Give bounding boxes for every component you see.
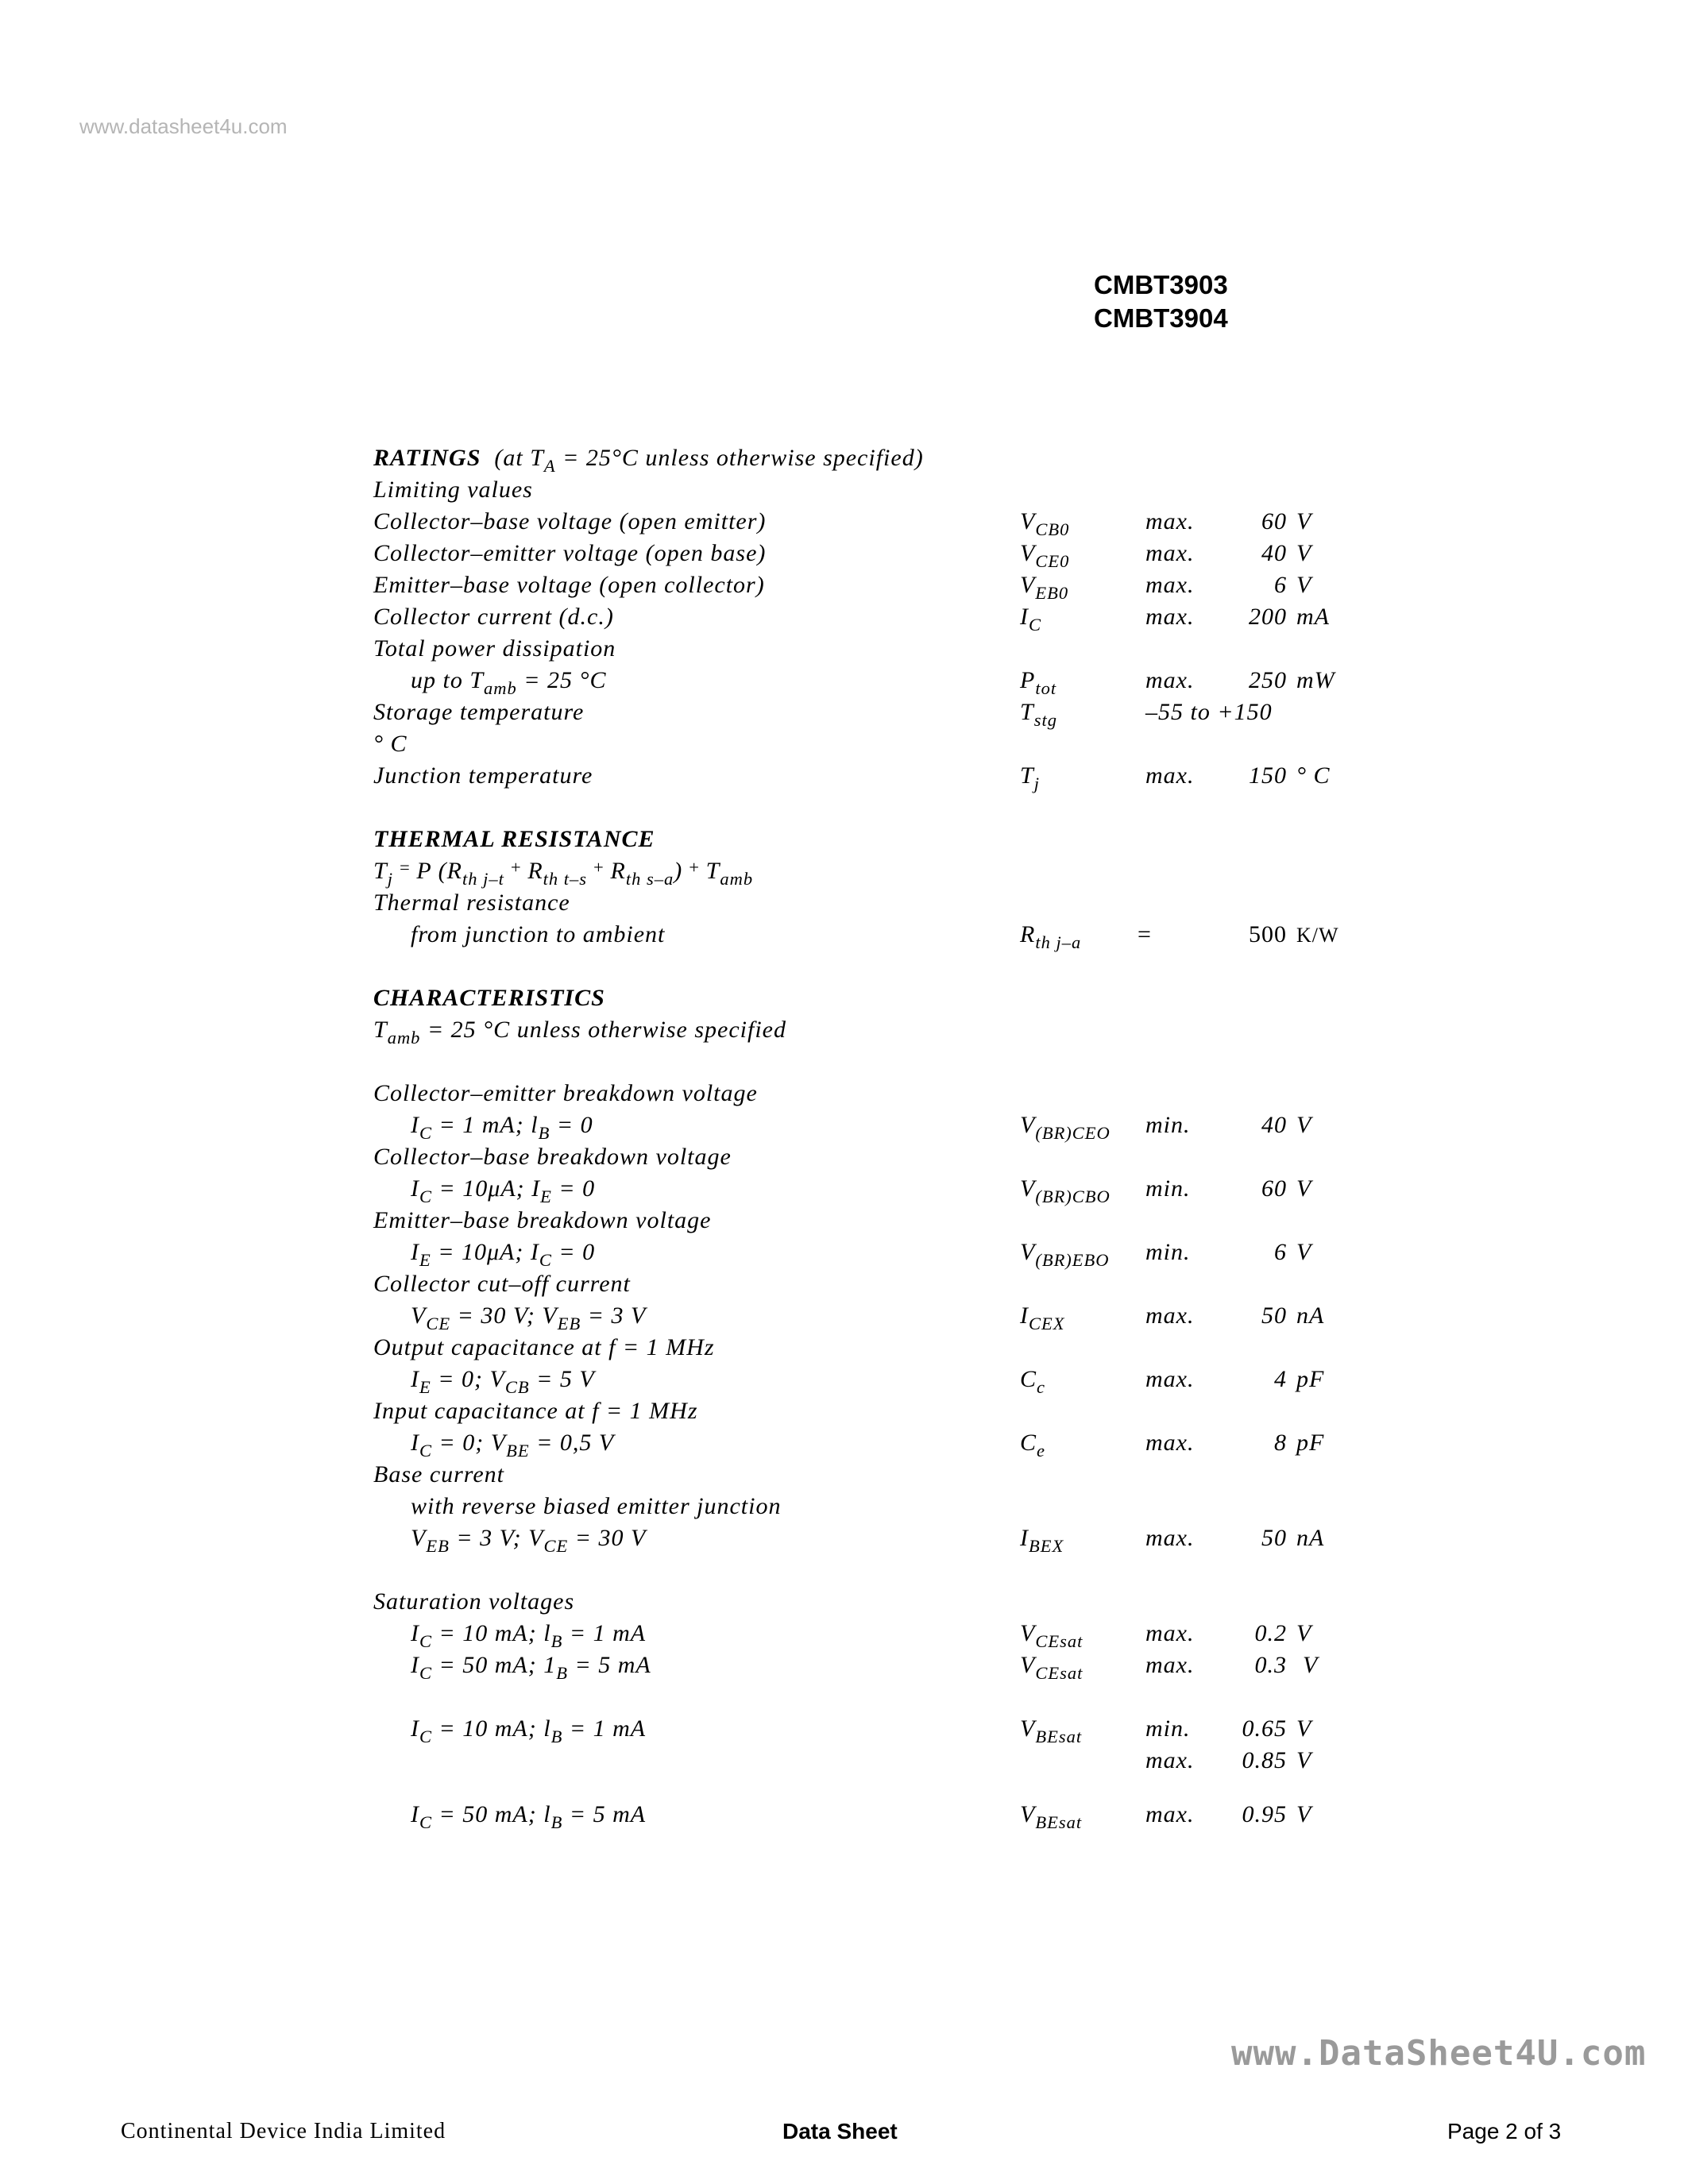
thermal-label: Thermal resistance — [373, 889, 570, 916]
char-symbol: $V_{CEsat}$ — [1020, 1620, 1083, 1651]
char-unit: V — [1296, 1801, 1312, 1827]
char-unit: V — [1296, 1747, 1312, 1773]
total-power-label: Total power dissipation — [373, 635, 616, 662]
char-unit: V — [1303, 1652, 1319, 1678]
ratings-heading-row — [0, 445, 1688, 477]
thermal-heading: THERMAL RESISTANCE — [373, 826, 655, 852]
rating-row-vce0 — [0, 540, 1688, 572]
char-value: 4 — [1274, 1366, 1287, 1392]
char-symbol: $I_{BEX}$ — [1020, 1525, 1064, 1556]
char-qualifier: min. — [1145, 1239, 1191, 1265]
storage-symbol: $T_{stg}$ — [1020, 699, 1057, 730]
char-value: 0.2 — [1254, 1620, 1287, 1646]
part-number-2: CMBT3904 — [1094, 303, 1228, 333]
char-value: 8 — [1274, 1430, 1287, 1456]
ratings-condition: (at $T_A = 25^\circ C$ unless otherwise specified) — [494, 445, 924, 476]
char-condition: $I_C = 50$ mA; $1_B = 5$ mA — [411, 1652, 651, 1683]
char-condition: $V_{CE} = 30$ V; $V_{EB} = 3$ V — [411, 1302, 647, 1333]
char-symbol: $V_{CEsat}$ — [1020, 1652, 1083, 1683]
char-value: 0.95 — [1242, 1801, 1287, 1827]
cc-label-row — [0, 1334, 1688, 1366]
rating-row-vcb0 — [0, 508, 1688, 540]
char-condition: $I_C = 10$ mA; $l_B = 1$ mA — [411, 1620, 647, 1651]
ptot-row — [0, 667, 1688, 699]
total-power-row — [0, 635, 1688, 667]
storage-range: –55 to +150 — [1145, 699, 1273, 725]
char-qualifier: min. — [1145, 1112, 1191, 1138]
storage-label: Storage temperature — [373, 699, 585, 725]
ptot-symbol: $P_{tot}$ — [1020, 667, 1057, 698]
char-qualifier: max. — [1145, 1620, 1195, 1646]
char-label: Collector–base breakdown voltage — [373, 1144, 732, 1170]
cbv-cbo-label-row — [0, 1144, 1688, 1175]
char-label: Saturation voltages — [373, 1588, 575, 1615]
ibex-label-row — [0, 1461, 1688, 1493]
char-symbol: $V_{(BR)CEO}$ — [1020, 1112, 1111, 1143]
rating-label: Collector–emitter voltage (open base) — [373, 540, 767, 566]
char-qualifier: max. — [1145, 1801, 1195, 1827]
ratings-heading: RATINGS — [373, 445, 481, 471]
thermal-label-row — [0, 889, 1688, 921]
char-unit: nA — [1296, 1525, 1325, 1551]
rating-value: 6 — [1274, 572, 1287, 598]
char-condition-row — [0, 1017, 1688, 1048]
char-condition: $I_C = 10\mu A$; $I_E = 0$ — [411, 1175, 596, 1206]
part-number-1: CMBT3903 — [1094, 270, 1228, 299]
rating-symbol: $V_{CE0}$ — [1020, 540, 1070, 571]
junction-label: Junction temperature — [373, 762, 593, 789]
icex-row — [0, 1302, 1688, 1334]
watermark-url-top[interactable]: www.datasheet4u.com — [79, 114, 288, 138]
cbv-cbo-row — [0, 1175, 1688, 1207]
rating-qualifier: max. — [1145, 604, 1195, 630]
char-heading-row — [0, 985, 1688, 1017]
char-label: Base current — [373, 1461, 505, 1488]
char-unit: V — [1296, 1239, 1312, 1265]
junction-value: 150 — [1249, 762, 1287, 789]
footer-page-number: Page 2 of 3 — [1447, 2119, 1562, 2143]
ibex-label2-row — [0, 1493, 1688, 1525]
ibex-row — [0, 1525, 1688, 1557]
char-value: 50 — [1261, 1302, 1287, 1329]
thermal-sublabel: from junction to ambient — [411, 921, 666, 947]
char-unit: V — [1296, 1620, 1312, 1646]
char-qualifier: max. — [1145, 1525, 1195, 1551]
char-symbol: $C_c$ — [1020, 1366, 1046, 1397]
junction-row — [0, 762, 1688, 794]
rating-label: Collector–base voltage (open emitter) — [373, 508, 767, 534]
thermal-rth-row — [0, 921, 1688, 953]
storage-unit-row — [0, 731, 1688, 762]
char-symbol: $V_{BEsat}$ — [1020, 1801, 1083, 1832]
char-qualifier: max. — [1145, 1430, 1195, 1456]
rating-qualifier: max. — [1145, 540, 1195, 566]
thermal-heading-row — [0, 826, 1688, 858]
vbesat2-row — [0, 1801, 1688, 1833]
char-qualifier: max. — [1145, 1747, 1195, 1773]
sat-label-row — [0, 1588, 1688, 1620]
junction-unit: ° C — [1296, 762, 1331, 789]
char-label: Output capacitance at f = 1 MHz — [373, 1334, 715, 1360]
char-value: 40 — [1261, 1112, 1287, 1138]
rating-symbol: $V_{EB0}$ — [1020, 572, 1069, 603]
thermal-formula: $T_j$ = P ($R_{th j-t}$ + $R_{th t-s}$ + $R_{th s-a}$) + $T_{amb}$ — [373, 857, 754, 889]
icex-label-row — [0, 1271, 1688, 1302]
junction-symbol: $T_j$ — [1020, 762, 1040, 793]
rating-row-ic — [0, 604, 1688, 635]
char-value: 6 — [1274, 1239, 1287, 1265]
rating-qualifier: max. — [1145, 572, 1195, 598]
vbesat1-row — [0, 1715, 1688, 1747]
cc-row — [0, 1366, 1688, 1398]
limiting-values-row — [0, 477, 1688, 508]
ptot-qualifier: max. — [1145, 667, 1195, 693]
thermal-symbol: $R_{th j-a}$ — [1020, 921, 1082, 952]
char-symbol: $V_{(BR)CBO}$ — [1020, 1175, 1111, 1206]
cbv-ebo-label-row — [0, 1207, 1688, 1239]
char-symbol: $C_e$ — [1020, 1430, 1046, 1461]
char-symbol: $V_{(BR)EBO}$ — [1020, 1239, 1110, 1270]
rating-symbol: $I_C$ — [1020, 604, 1042, 635]
ce-row — [0, 1430, 1688, 1461]
rating-value: 60 — [1261, 508, 1287, 534]
char-heading: CHARACTERISTICS — [373, 985, 605, 1011]
char-label: Input capacitance at f = 1 MHz — [373, 1398, 698, 1424]
rating-unit: V — [1296, 508, 1312, 534]
char-unit: V — [1296, 1112, 1312, 1138]
char-qualifier: min. — [1145, 1715, 1191, 1742]
vbesat1-max-row — [0, 1747, 1688, 1779]
rating-row-veb0 — [0, 572, 1688, 604]
char-condition: $I_C = 10$ mA; $l_B = 1$ mA — [411, 1715, 647, 1746]
char-symbol: $V_{BEsat}$ — [1020, 1715, 1083, 1746]
char-value: 0.65 — [1242, 1715, 1287, 1742]
char-condition: $I_E = 10\mu A$; $I_C = 0$ — [411, 1239, 596, 1270]
footer-doc-type: Data Sheet — [782, 2119, 898, 2143]
char-symbol: $I_{CEX}$ — [1020, 1302, 1065, 1333]
rating-symbol: $V_{CB0}$ — [1020, 508, 1070, 539]
char-condition: $I_C = 0$; $V_{BE} = 0,5$ V — [411, 1430, 615, 1461]
junction-qualifier: max. — [1145, 762, 1195, 789]
ptot-condition: up to $T_{amb} = 25$ °C — [411, 667, 607, 698]
char-value: 0.3 — [1254, 1652, 1287, 1678]
char-label: Emitter–base breakdown voltage — [373, 1207, 712, 1233]
rating-value: 200 — [1249, 604, 1287, 630]
char-unit: pF — [1296, 1430, 1325, 1456]
char-unit: V — [1296, 1175, 1312, 1202]
rating-unit: V — [1296, 540, 1312, 566]
char-qualifier: max. — [1145, 1302, 1195, 1329]
thermal-unit: K/W — [1296, 924, 1339, 947]
char-condition: $I_E = 0$; $V_{CB} = 5$ V — [411, 1366, 595, 1397]
char-value: 60 — [1261, 1175, 1287, 1202]
rating-qualifier: max. — [1145, 508, 1195, 534]
vcesat1-row — [0, 1620, 1688, 1652]
limiting-values-label: Limiting values — [373, 477, 533, 503]
rating-label: Emitter–base voltage (open collector) — [373, 572, 765, 598]
storage-row — [0, 699, 1688, 731]
ce-label-row — [0, 1398, 1688, 1430]
thermal-value: 500 — [1249, 921, 1287, 947]
char-unit: pF — [1296, 1366, 1325, 1392]
char-sublabel: with reverse biased emitter junction — [411, 1493, 782, 1519]
char-value: 0.85 — [1242, 1747, 1287, 1773]
cbv-ceo-label-row — [0, 1080, 1688, 1112]
rating-value: 40 — [1261, 540, 1287, 566]
char-value: 50 — [1261, 1525, 1287, 1551]
char-condition: $I_C = 1$ mA; $l_B = 0$ — [411, 1112, 593, 1143]
char-unit: nA — [1296, 1302, 1325, 1329]
char-condition: $V_{EB} = 3$ V; $V_{CE} = 30$ V — [411, 1525, 647, 1556]
char-condition: $I_C = 50$ mA; $l_B = 5$ mA — [411, 1801, 647, 1832]
storage-unit: ° C — [373, 731, 408, 757]
char-qualifier: min. — [1145, 1175, 1191, 1202]
char-qualifier: max. — [1145, 1366, 1195, 1392]
char-condition: $T_{amb} = 25$ °C unless otherwise specified — [373, 1017, 786, 1048]
watermark-url-bottom[interactable]: www.DataSheet4U.com — [1231, 2033, 1647, 2074]
rating-label: Collector current (d.c.) — [373, 604, 614, 630]
rating-unit: V — [1296, 572, 1312, 598]
cbv-ceo-row — [0, 1112, 1688, 1144]
char-label: Collector cut–off current — [373, 1271, 631, 1297]
ptot-value: 250 — [1249, 667, 1287, 693]
char-qualifier: max. — [1145, 1652, 1195, 1678]
vcesat2-row — [0, 1652, 1688, 1684]
ptot-unit: mW — [1296, 667, 1335, 693]
char-label: Collector–emitter breakdown voltage — [373, 1080, 758, 1106]
thermal-formula-row — [0, 858, 1688, 889]
thermal-equals: = — [1138, 921, 1152, 947]
rating-unit: mA — [1296, 604, 1330, 630]
footer-company: Continental Device India Limited — [121, 2119, 446, 2143]
char-unit: V — [1296, 1715, 1312, 1742]
cbv-ebo-row — [0, 1239, 1688, 1271]
